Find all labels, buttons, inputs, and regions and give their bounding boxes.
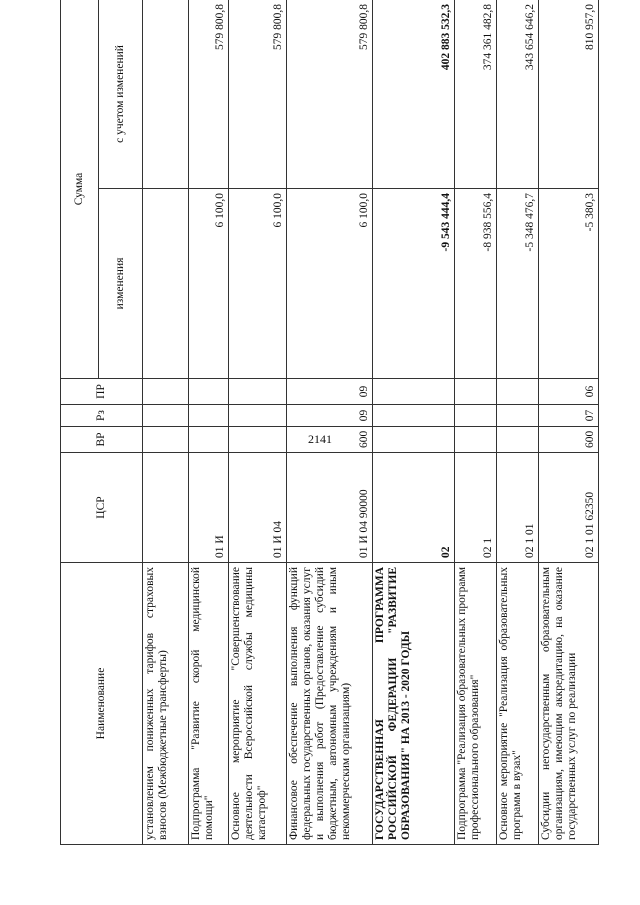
budget-table <box>60 0 599 845</box>
row-total-cell: 810 957,0 <box>539 0 599 189</box>
row-rz-cell <box>373 405 455 427</box>
row-rz-cell <box>143 405 189 427</box>
row-csr-cell: 01 И 04 90000 <box>287 453 373 563</box>
row-change-cell: -5 348 476,7 <box>497 189 539 379</box>
row-total-cell <box>143 0 189 189</box>
header-csr: ЦСР <box>61 453 143 563</box>
row-pr-cell <box>455 379 497 405</box>
row-total-cell: 579 800,8 <box>189 0 229 189</box>
row-vr-cell <box>455 427 497 453</box>
row-change-cell: -8 938 556,4 <box>455 189 497 379</box>
row-total-cell: 579 800,8 <box>229 0 287 189</box>
row-vr-cell <box>497 427 539 453</box>
row-rz-cell <box>455 405 497 427</box>
row-change-cell: 6 100,0 <box>287 189 373 379</box>
row-vr-cell <box>229 427 287 453</box>
header-change: изменения <box>99 189 143 379</box>
row-csr-cell: 02 <box>373 453 455 563</box>
table-row <box>287 0 373 845</box>
header-vr: ВР <box>61 427 143 453</box>
row-pr-cell <box>373 379 455 405</box>
row-vr-cell: 600 <box>539 427 599 453</box>
row-rz-cell <box>189 405 229 427</box>
row-change-cell: -5 380,3 <box>539 189 599 379</box>
row-name-cell: Подпрограмма "Реализация образовательных программ профессионального образования" <box>455 563 497 845</box>
row-name-cell: установлением пониженных тарифов страховых взносов (Межбюджетные трансферты) <box>143 563 189 845</box>
row-pr-cell <box>189 379 229 405</box>
row-name-cell: Субсидии негосударственным образовательным организациям, имеющим аккредитацию, на оказание государственных услуг по реализации <box>539 563 599 845</box>
row-csr-cell: 02 1 01 <box>497 453 539 563</box>
row-change-cell: -9 543 444,4 <box>373 189 455 379</box>
row-total-cell: 343 654 646,2 <box>497 0 539 189</box>
row-name-cell: Финансовое обеспечение выполнения функций федеральных государственных органов, оказания услуг и выполнения работ (Предоставление субсидий бюджетным, автономным учреждениям и иным некоммерческим организациям) <box>287 563 373 845</box>
row-total-cell: 402 883 532,3 <box>373 0 455 189</box>
row-pr-cell: 09 <box>287 379 373 405</box>
row-pr-cell <box>143 379 189 405</box>
row-name-cell: ГОСУДАРСТВЕННАЯ ПРОГРАММА РОССИЙСКОЙ ФЕДЕРАЦИИ "РАЗВИТИЕ ОБРАЗОВАНИЯ" НА 2013 - 2020 ГОДЫ <box>373 563 455 845</box>
header-pr: ПР <box>61 379 143 405</box>
row-name-cell: Подпрограмма "Развитие скорой медицинской помощи" <box>189 563 229 845</box>
header-rz: Рз <box>61 405 143 427</box>
table-row <box>455 0 497 845</box>
row-rz-cell <box>229 405 287 427</box>
header-with-change: с учетом изменений <box>99 0 143 189</box>
row-vr-cell: 600 <box>287 427 373 453</box>
row-pr-cell <box>229 379 287 405</box>
row-change-cell: 6 100,0 <box>189 189 229 379</box>
table-row <box>229 0 287 845</box>
row-rz-cell: 07 <box>539 405 599 427</box>
row-change-cell <box>143 189 189 379</box>
row-csr-cell: 02 1 <box>455 453 497 563</box>
row-rz-cell: 09 <box>287 405 373 427</box>
table-row <box>539 0 599 845</box>
table-row <box>497 0 539 845</box>
row-total-cell: 374 361 482,8 <box>455 0 497 189</box>
row-vr-cell <box>373 427 455 453</box>
rotated-table-container <box>60 0 596 845</box>
row-rz-cell <box>497 405 539 427</box>
row-vr-cell <box>189 427 229 453</box>
row-vr-cell <box>143 427 189 453</box>
row-total-cell: 579 800,8 <box>287 0 373 189</box>
row-name-cell: Основное мероприятие "Совершенствование деятельности Всероссийской службы медицины катастроф" <box>229 563 287 845</box>
row-name-cell: Основное мероприятие "Реализация образовательных программ в вузах" <box>497 563 539 845</box>
header-sum: Сумма <box>61 0 99 379</box>
table-row <box>373 0 455 845</box>
row-csr-cell: 01 И 04 <box>229 453 287 563</box>
page-number: 2141 <box>308 432 332 446</box>
table-row <box>143 0 189 845</box>
table-body <box>143 0 599 845</box>
row-csr-cell: 01 И <box>189 453 229 563</box>
header-name: Наименование <box>61 563 143 845</box>
row-change-cell: 6 100,0 <box>229 189 287 379</box>
row-pr-cell <box>497 379 539 405</box>
row-csr-cell: 02 1 01 62350 <box>539 453 599 563</box>
row-pr-cell: 06 <box>539 379 599 405</box>
row-csr-cell <box>143 453 189 563</box>
table-row <box>189 0 229 845</box>
